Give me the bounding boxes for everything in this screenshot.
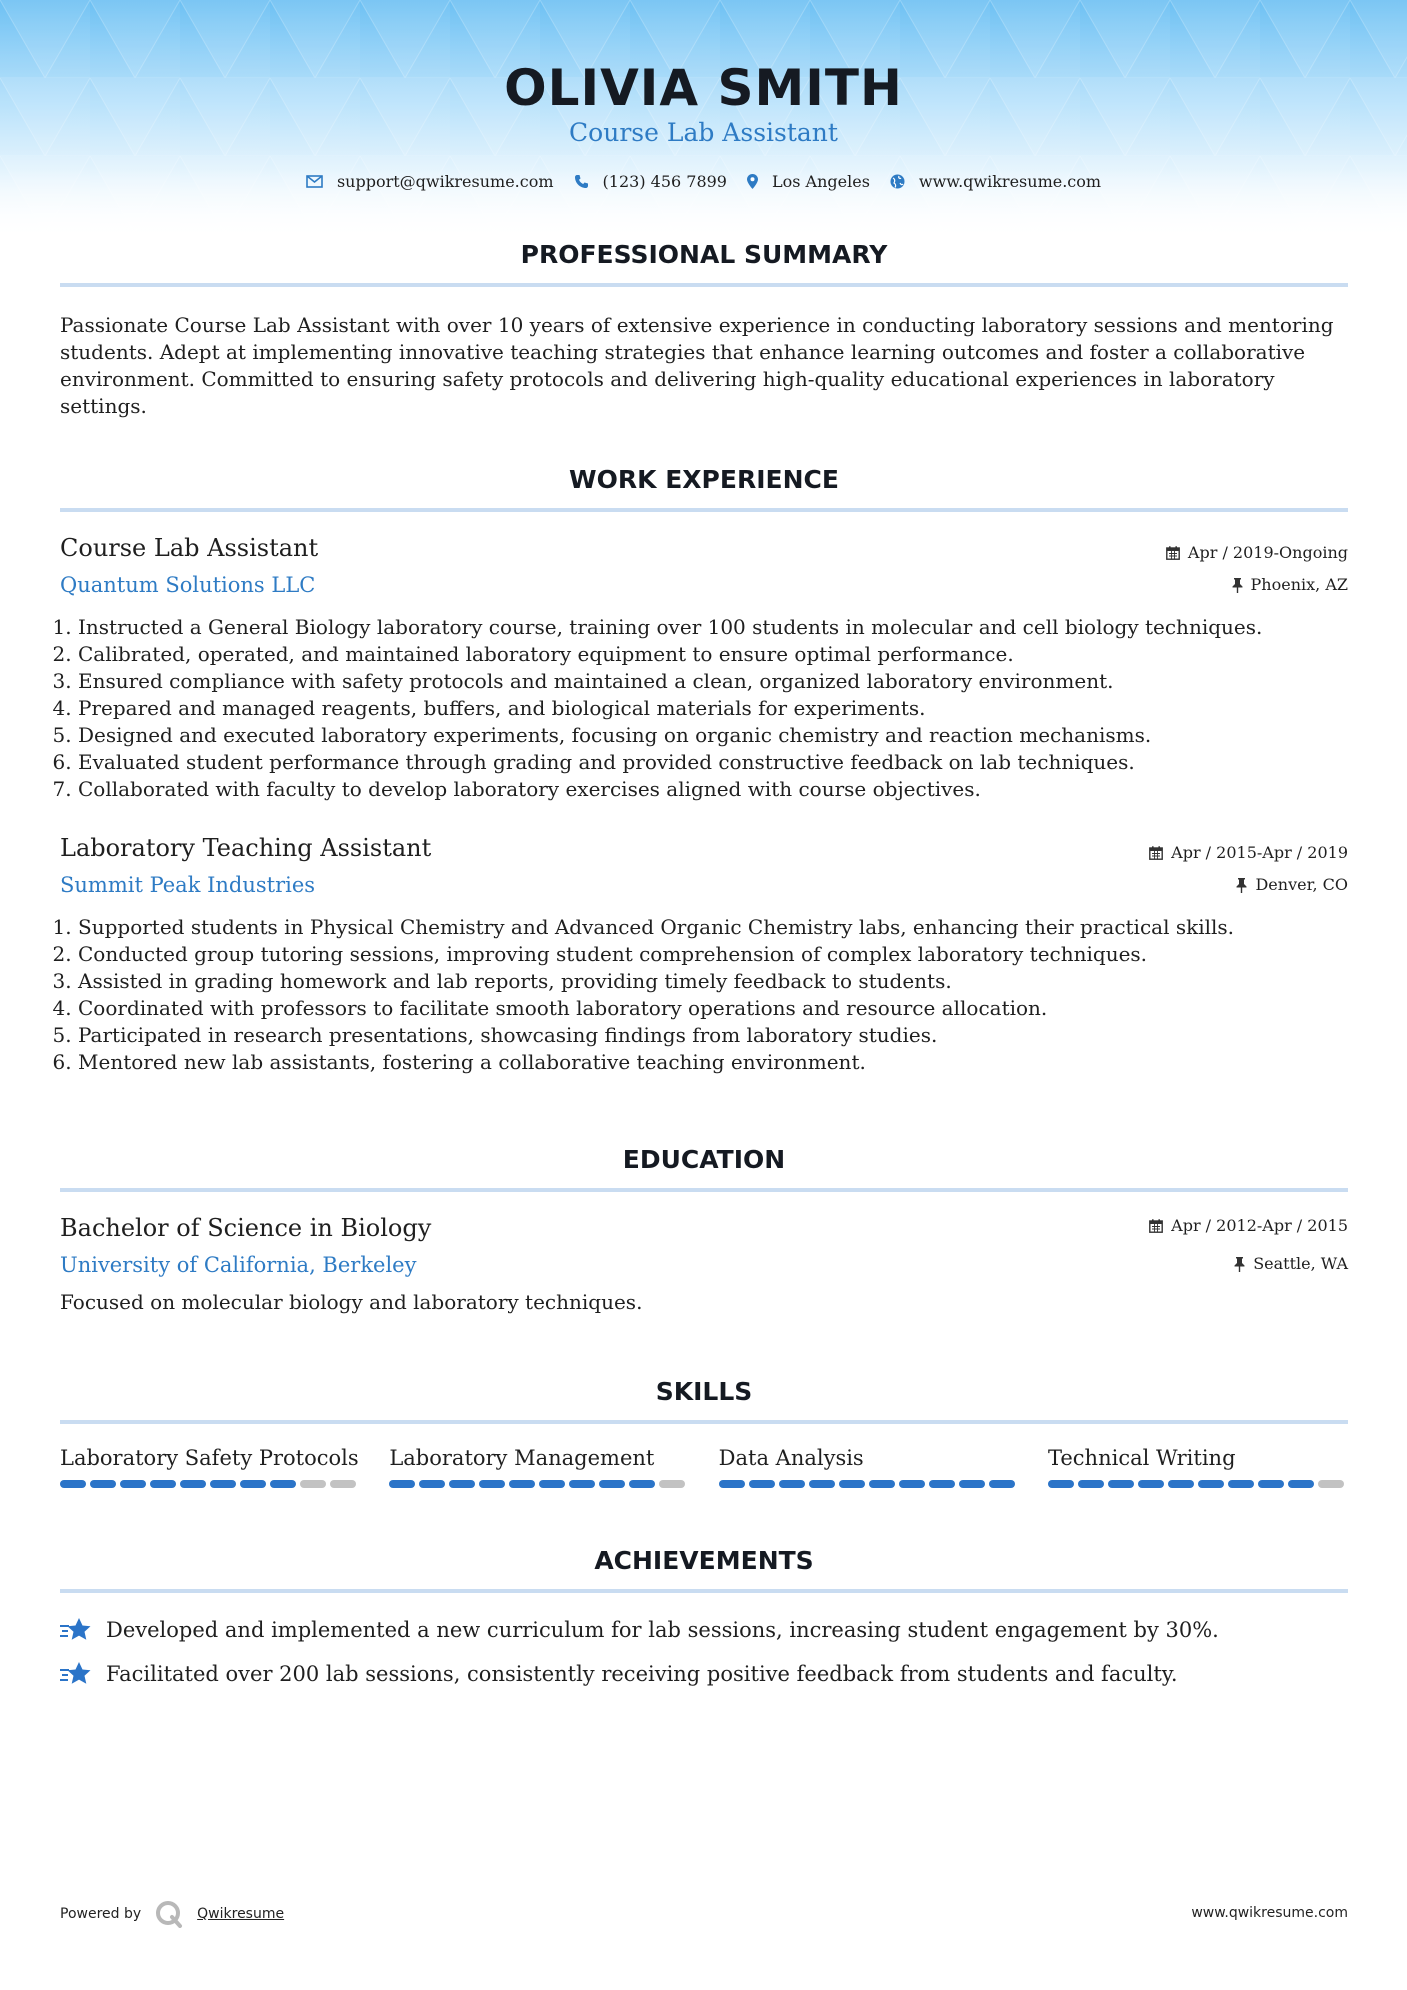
footer-website[interactable]: www.qwikresume.com [1191, 1905, 1348, 1921]
list-item: 2. Calibrated, operated, and maintained laboratory equipment to ensure optimal performance. [78, 641, 1368, 668]
skill-segment-empty [330, 1480, 356, 1488]
skill-segment-empty [659, 1480, 685, 1488]
skill-segment-filled [449, 1480, 475, 1488]
job-company: Quantum Solutions LLC [60, 573, 316, 597]
qwikresume-logo [155, 1900, 183, 1928]
skill-segment-filled [599, 1480, 625, 1488]
calendar-icon [1149, 1219, 1163, 1233]
list-item: 3. Ensured compliance with safety protocols and maintained a clean, organized laboratory environment. [78, 668, 1368, 695]
list-item: 1. Supported students in Physical Chemistry and Advanced Organic Chemistry labs, enhancing their practical skills. [78, 914, 1368, 941]
location-text: Los Angeles [771, 172, 870, 191]
skill-segment-filled [959, 1480, 985, 1488]
education-dates-text: Apr / 2012-Apr / 2015 [1171, 1216, 1348, 1235]
powered-by-label: Powered by [60, 1906, 142, 1922]
skill-segment-filled [779, 1480, 805, 1488]
list-item: 6. Mentored new lab assistants, fostering a collaborative teaching environment. [78, 1049, 1368, 1076]
job-title: Laboratory Teaching Assistant [60, 834, 432, 862]
skill-segment-filled [569, 1480, 595, 1488]
job-dates [1149, 842, 1348, 864]
skill-segment-empty [1318, 1480, 1344, 1488]
star-icon [60, 1661, 92, 1687]
education-divider [60, 1188, 1348, 1192]
skill-segment-filled [719, 1480, 745, 1488]
brand-link[interactable]: Qwikresume [197, 1906, 285, 1922]
skill-level-bar [60, 1480, 360, 1488]
summary-heading: PROFESSIONAL SUMMARY [520, 240, 888, 269]
achievements-heading: ACHIEVEMENTS [594, 1546, 814, 1575]
skill-segment-filled [210, 1480, 236, 1488]
job-title: Course Lab Assistant [60, 534, 319, 562]
skill-level-bar [389, 1480, 689, 1488]
pushpin-icon [1234, 1257, 1245, 1272]
skill-segment-filled [180, 1480, 206, 1488]
candidate-title: Course Lab Assistant [569, 118, 838, 147]
school-name: University of California, Berkeley [60, 1253, 417, 1277]
skill-segment-filled [839, 1480, 865, 1488]
skill-segment-filled [509, 1480, 535, 1488]
skill-item [719, 1444, 1019, 1488]
job-company: Summit Peak Industries [60, 873, 316, 897]
contact-location [747, 172, 870, 191]
list-item: 4. Coordinated with professors to facilitate smooth laboratory operations and resource allocation. [78, 995, 1368, 1022]
skill-segment-filled [1228, 1480, 1254, 1488]
footer-powered-by [60, 1900, 284, 1928]
education-location [1234, 1253, 1348, 1275]
contact-bar [0, 172, 1407, 191]
map-pin-icon [747, 174, 758, 189]
skill-segment-filled [1108, 1480, 1134, 1488]
skill-segment-empty [300, 1480, 326, 1488]
job-location [1236, 874, 1348, 896]
skill-segment-filled [1288, 1480, 1314, 1488]
skill-label: Laboratory Management [389, 1446, 655, 1470]
skill-segment-filled [1138, 1480, 1164, 1488]
skill-item [389, 1444, 689, 1488]
job-location-text: Phoenix, AZ [1250, 575, 1348, 594]
candidate-name: OLIVIA SMITH [504, 59, 903, 117]
website-text: www.qwikresume.com [918, 172, 1102, 191]
list-item: 1. Instructed a General Biology laboratory course, training over 100 students in molecular and cell biology techniques. [78, 614, 1368, 641]
experience-heading: WORK EXPERIENCE [569, 465, 839, 494]
email-text: support@qwikresume.com [336, 172, 554, 191]
experience-divider [60, 508, 1348, 512]
globe-icon [890, 174, 905, 189]
skill-segment-filled [150, 1480, 176, 1488]
list-item: 2. Conducted group tutoring sessions, improving student comprehension of complex laboratory techniques. [78, 941, 1368, 968]
job-dates-text: Apr / 2019-Ongoing [1187, 543, 1348, 562]
pushpin-icon [1236, 878, 1247, 893]
job-dates-text: Apr / 2015-Apr / 2019 [1171, 843, 1348, 862]
skill-segment-filled [90, 1480, 116, 1488]
contact-website[interactable] [890, 172, 1101, 191]
skill-label: Technical Writing [1047, 1446, 1236, 1470]
skill-segment-filled [479, 1480, 505, 1488]
list-item: 6. Evaluated student performance through grading and provided constructive feedback on lab techniques. [78, 749, 1368, 776]
list-item: 5. Participated in research presentations, showcasing findings from laboratory studies. [78, 1022, 1368, 1049]
skill-label: Data Analysis [718, 1446, 864, 1470]
skill-level-bar [719, 1480, 1019, 1488]
job-bullets [60, 914, 1368, 1076]
achievement-item [60, 1616, 1219, 1644]
education-description: Focused on molecular biology and laboratory techniques. [60, 1290, 643, 1314]
skill-segment-filled [899, 1480, 925, 1488]
skill-segment-filled [749, 1480, 775, 1488]
skill-segment-filled [869, 1480, 895, 1488]
job-location-text: Denver, CO [1255, 875, 1348, 894]
skill-level-bar [1048, 1480, 1348, 1488]
calendar-icon [1166, 546, 1180, 560]
skill-segment-filled [389, 1480, 415, 1488]
skill-segment-filled [539, 1480, 565, 1488]
achievement-text: Facilitated over 200 lab sessions, consistently receiving positive feedback from students and faculty. [106, 1662, 1178, 1686]
calendar-icon [1149, 846, 1163, 860]
skill-segment-filled [1078, 1480, 1104, 1488]
list-item: 5. Designed and executed laboratory experiments, focusing on organic chemistry and reaction mechanisms. [78, 722, 1368, 749]
skill-item [1048, 1444, 1348, 1488]
summary-divider [60, 283, 1348, 287]
skills-heading: SKILLS [655, 1377, 753, 1406]
job-location [1232, 574, 1348, 596]
contact-phone[interactable] [574, 172, 727, 191]
skill-segment-filled [629, 1480, 655, 1488]
skill-segment-filled [1258, 1480, 1284, 1488]
skill-label: Laboratory Safety Protocols [60, 1446, 359, 1470]
education-location-text: Seattle, WA [1253, 1254, 1348, 1273]
skill-segment-filled [989, 1480, 1015, 1488]
list-item: 7. Collaborated with faculty to develop laboratory exercises aligned with course objectives. [78, 776, 1368, 803]
skills-list [60, 1444, 1348, 1488]
phone-icon [574, 174, 589, 189]
list-item: 3. Assisted in grading homework and lab reports, providing timely feedback to students. [78, 968, 1368, 995]
skill-segment-filled [60, 1480, 86, 1488]
summary-text: Passionate Course Lab Assistant with over 10 years of extensive experience in conducting laboratory sessions and mentoring students. Adept at implementing innovative teaching strategies that enhance learning outcomes and foster a collaborative environment. Committed to ensuring safety protocols and delivering high-quality educational experiences in laboratory settings. [60, 313, 1334, 418]
skills-divider [60, 1420, 1348, 1424]
skill-segment-filled [1168, 1480, 1194, 1488]
skill-segment-filled [270, 1480, 296, 1488]
skill-segment-filled [929, 1480, 955, 1488]
achievements-divider [60, 1589, 1348, 1593]
education-heading: EDUCATION [622, 1145, 786, 1174]
education-dates [1149, 1215, 1348, 1237]
skill-segment-filled [419, 1480, 445, 1488]
degree-title: Bachelor of Science in Biology [60, 1214, 432, 1242]
job-dates [1166, 542, 1348, 564]
skill-segment-filled [1198, 1480, 1224, 1488]
job-bullets [60, 614, 1368, 803]
skill-segment-filled [120, 1480, 146, 1488]
skill-segment-filled [1048, 1480, 1074, 1488]
skill-segment-filled [240, 1480, 266, 1488]
skill-item [60, 1444, 360, 1488]
envelope-icon [306, 175, 323, 188]
achievement-item [60, 1660, 1178, 1688]
contact-email[interactable] [306, 172, 554, 191]
star-icon [60, 1617, 92, 1643]
skill-segment-filled [809, 1480, 835, 1488]
list-item: 4. Prepared and managed reagents, buffers, and biological materials for experiments. [78, 695, 1368, 722]
phone-text: (123) 456 7899 [602, 172, 727, 191]
achievement-text: Developed and implemented a new curriculum for lab sessions, increasing student engagement by 30%. [106, 1618, 1219, 1642]
pushpin-icon [1232, 578, 1243, 593]
